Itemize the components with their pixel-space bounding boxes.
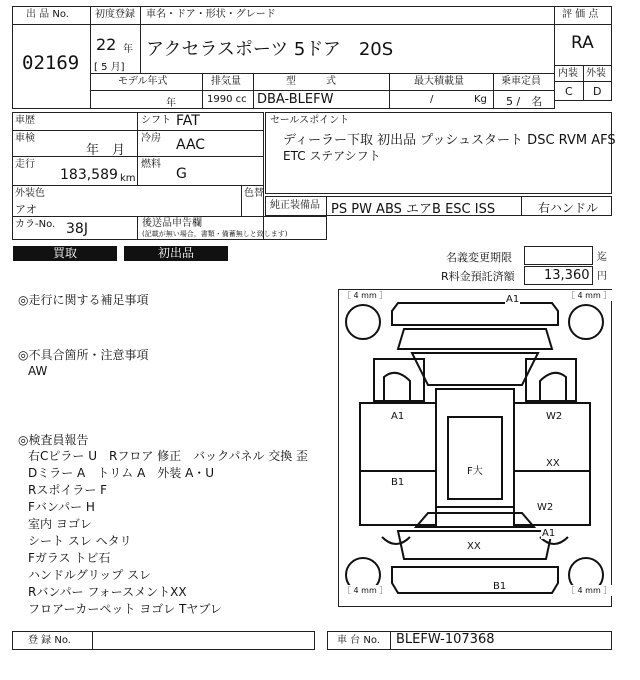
- rating-label: 評 価 点: [562, 9, 599, 20]
- report-line: フロアーカーペット ヨゴレ Tヤブレ: [28, 602, 222, 616]
- report-line: ハンドルグリップ スレ: [28, 568, 152, 582]
- model-year-label: モデル年式: [118, 76, 168, 87]
- ac-value: AAC: [176, 137, 206, 153]
- report-line: Fガラス トビ石: [28, 551, 111, 565]
- model-year-unit: 年: [166, 98, 176, 109]
- interior-label: 内装: [558, 68, 578, 79]
- damage-mark-right-rear: XX: [546, 458, 560, 469]
- shift-label: シフト: [141, 115, 171, 126]
- tire-depth-fl: ［ 4 mm ］: [343, 291, 388, 300]
- inspection-label: 車検: [15, 133, 35, 144]
- recycle-unit: 円: [597, 271, 607, 282]
- color-change-label: 色替: [244, 188, 264, 199]
- report-line: Dミラー A トリム A 外装 A・U: [28, 466, 215, 480]
- sales-line-1: ディーラー下取 初出品 プッシュスタート DSC RVM AFS: [283, 133, 616, 148]
- max-load-slash: /: [430, 94, 434, 105]
- reg-no-label: 登 録 No.: [28, 635, 71, 646]
- shift-value: FAT: [176, 113, 200, 129]
- buyout-badge: 買取: [13, 246, 117, 261]
- name-change-label: 名義変更期限: [446, 251, 512, 264]
- displacement: 1990 cc: [207, 94, 247, 105]
- car-outline-svg: [338, 289, 612, 607]
- overall-rating: RA: [571, 33, 594, 53]
- car-name-label: 車名・ドア・形状・グレード: [146, 9, 276, 20]
- defect-notes: AW: [28, 364, 48, 378]
- tire-front-right: [569, 305, 603, 339]
- report-line: Fバンパー H: [28, 500, 95, 514]
- damage-mark-left-rear: B1: [391, 477, 405, 488]
- name-change-box: [524, 246, 593, 265]
- history-label: 車歴: [15, 115, 35, 126]
- mileage-value: 183,589: [60, 167, 118, 183]
- report-line: シート スレ ヘタリ: [28, 534, 132, 548]
- first-reg-label: 初度登録: [95, 9, 135, 20]
- max-load-label: 最大積載量: [414, 76, 464, 87]
- tire-front-left: [346, 305, 380, 339]
- inspection-value: 年 月: [86, 143, 126, 158]
- first-reg-year: 22: [96, 35, 117, 54]
- fuel-value: G: [176, 166, 187, 182]
- first-listing-badge: 初出品: [124, 246, 228, 261]
- report-line: Rスポイラー F: [28, 483, 108, 497]
- car-name: アクセラスポーツ 5ドア 20S: [146, 39, 394, 60]
- type-label: 型 式: [286, 76, 336, 87]
- mileage-label: 走行: [15, 159, 35, 170]
- tire-depth-rl: ［ 4 mm ］: [343, 586, 388, 595]
- damage-mark-right-fender: A1: [542, 528, 556, 539]
- recycle-label: R料金預託済額: [441, 270, 515, 283]
- docs-label: 後送品申告欄: [142, 218, 202, 229]
- color-value: アオ: [15, 203, 37, 216]
- damage-mark-trunk: XX: [467, 541, 481, 552]
- recycle-value: 13,360: [544, 268, 590, 283]
- sales-label: セールスポイント: [270, 115, 350, 126]
- color-no-label: カラ-No.: [15, 219, 56, 230]
- chassis-number: BLEFW-107368: [396, 632, 495, 647]
- exterior-grade: D: [593, 85, 602, 98]
- chassis-label: 車 台 No.: [337, 635, 380, 646]
- mileage-unit: km: [120, 173, 136, 184]
- driving-notes-title: ◎走行に関する補足事項: [18, 293, 149, 307]
- capacity-label: 乗車定員: [501, 76, 541, 87]
- fuel-label: 燃料: [141, 159, 161, 170]
- damage-mark-roof: F大: [466, 462, 484, 477]
- first-reg-month: [ 5 月]: [94, 62, 125, 73]
- lot-number: 02169: [22, 52, 80, 74]
- capacity: 5 / 名: [506, 95, 543, 108]
- damage-mark-right-quarter: W2: [537, 502, 554, 513]
- sales-line-2: ETC ステアシフト: [283, 149, 381, 163]
- model-type: DBA-BLEFW: [257, 92, 334, 107]
- handle-value: 右ハンドル: [538, 201, 599, 215]
- max-load-unit: Kg: [474, 94, 487, 105]
- tire-depth-fr: ［ 4 mm ］: [567, 291, 612, 300]
- report-line: 右Cピラー U Rフロア 修正 バックパネル 交換 歪: [28, 449, 309, 463]
- name-change-unit: 迄: [597, 252, 607, 263]
- color-no-value: 38J: [66, 221, 88, 237]
- displacement-label: 排気量: [211, 76, 241, 87]
- damage-mark-left-door: A1: [391, 411, 405, 422]
- equip-label: 純正装備品: [270, 200, 320, 211]
- docs-note: (記載が無い場合，書類・備蓄無しと致します): [142, 230, 288, 238]
- report-line: 室内 ヨゴレ: [28, 517, 92, 531]
- damage-mark-right-door: W2: [546, 411, 563, 422]
- color-label: 外装色: [15, 188, 45, 199]
- year-unit: 年: [123, 44, 133, 55]
- lot-label: 出 品 No.: [26, 9, 69, 20]
- damage-mark-rear-bumper: B1: [493, 581, 507, 592]
- exterior-label: 外装: [586, 68, 606, 79]
- ac-label: 冷房: [141, 133, 161, 144]
- report-line: Rバンパー フォースメントXX: [28, 585, 187, 599]
- equip-value: PS PW ABS エアB ESC ISS: [331, 202, 496, 217]
- damage-mark-front-bumper: A1: [506, 294, 520, 305]
- interior-grade: C: [565, 85, 573, 98]
- inspector-report-title: ◎検査員報告: [18, 433, 89, 447]
- defect-notes-title: ◎不具合箇所・注意事項: [18, 348, 149, 362]
- tire-depth-rr: ［ 4 mm ］: [567, 586, 612, 595]
